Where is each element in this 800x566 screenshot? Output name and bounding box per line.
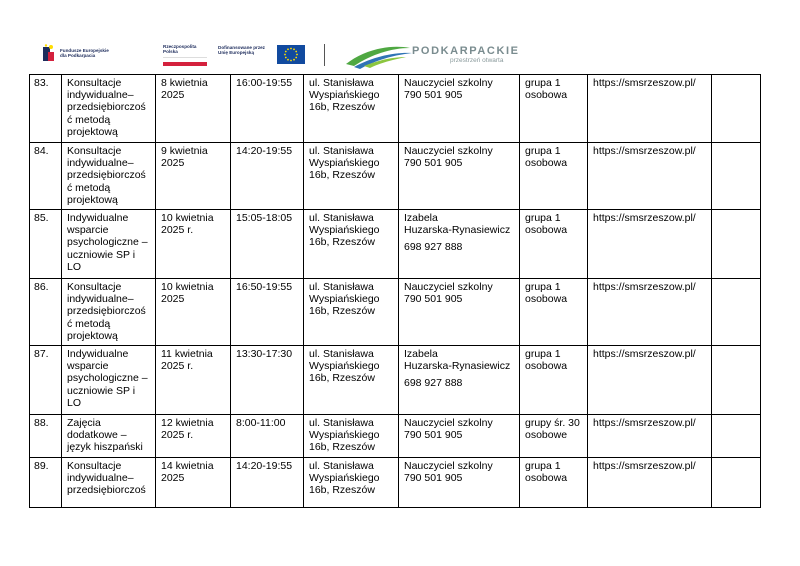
contact-cell: [399, 346, 520, 415]
contact-phone: 698 927 888: [404, 377, 463, 390]
time-cell: 14:20-19:55: [231, 458, 304, 508]
fe-logo-line-1: Fundusze Europejskie: [60, 47, 109, 53]
contact-text: Izabela Huzarska-Rynasiewicz: [404, 212, 511, 237]
fe-logo-line-2: dla Podkarpacia: [60, 53, 96, 58]
contact-text: Nauczyciel szkolny 790 501 905: [404, 77, 493, 102]
contact-text: Nauczyciel szkolny 790 501 905: [404, 145, 493, 170]
fe-star-icon: [42, 43, 56, 63]
row-number: 88.: [30, 415, 62, 458]
activity-cell: Konsultacje indywidualne– przedsiębiorczoś ć metodą projektową: [62, 143, 156, 210]
extra-cell: [712, 415, 761, 458]
extra-cell: [712, 143, 761, 210]
extra-cell: [712, 75, 761, 143]
logo-header: [0, 0, 800, 75]
time-cell: 15:05-18:05: [231, 210, 304, 279]
url-cell: https://smsrzeszow.pl/: [588, 210, 712, 279]
row-number: 84.: [30, 143, 62, 210]
eu-logo-line-1: Dofinansowane przez: [218, 45, 265, 50]
location-cell: ul. Stanisława Wyspiańskiego 16b, Rzeszów: [304, 143, 399, 210]
url-cell: https://smsrzeszow.pl/: [588, 143, 712, 210]
table-row: [30, 75, 761, 143]
row-number: 86.: [30, 279, 62, 346]
date-cell: 14 kwietnia 2025: [156, 458, 231, 508]
location-cell: ul. Stanisława Wyspiańskiego 16b, Rzeszów: [304, 458, 399, 508]
row-number: 85.: [30, 210, 62, 279]
time-cell: 16:50-19:55: [231, 279, 304, 346]
schedule-rows: [30, 75, 761, 508]
extra-cell: [712, 210, 761, 279]
activity-cell: Indywidualne wsparcie psychologiczne – uczniowie SP i LO: [62, 346, 156, 415]
contact-text: Nauczyciel szkolny 790 501 905: [404, 460, 493, 485]
rp-logo-line-2: Polska: [163, 49, 178, 55]
location-cell: ul. Stanisława Wyspiańskiego 16b, Rzeszów: [304, 346, 399, 415]
eu-logo-line-2: Unię Europejską: [218, 50, 254, 56]
podkarpackie-tagline: przestrzeń otwarta: [450, 57, 504, 64]
url-cell: https://smsrzeszow.pl/: [588, 415, 712, 458]
time-cell: 8:00-11:00: [231, 415, 304, 458]
location-cell: ul. Stanisława Wyspiańskiego 16b, Rzeszów: [304, 75, 399, 143]
rp-logo-line-1: Rzeczpospolita: [163, 44, 197, 49]
contact-text: Izabela Huzarska-Rynasiewicz: [404, 348, 511, 373]
date-cell: 8 kwietnia 2025: [156, 75, 231, 143]
group-cell: grupa 1 osobowa: [520, 279, 588, 346]
schedule-table: [29, 74, 761, 508]
group-cell: grupa 1 osobowa: [520, 458, 588, 508]
row-number: 87.: [30, 346, 62, 415]
location-cell: ul. Stanisława Wyspiańskiego 16b, Rzeszów: [304, 210, 399, 279]
table-row: [30, 346, 761, 415]
extra-cell: [712, 458, 761, 508]
group-cell: grupa 1 osobowa: [520, 75, 588, 143]
contact-cell: [399, 458, 520, 508]
activity-cell: Zajęcia dodatkowe – język hiszpański: [62, 415, 156, 458]
table-row: [30, 279, 761, 346]
date-cell: 9 kwietnia 2025: [156, 143, 231, 210]
table-row: [30, 143, 761, 210]
group-cell: grupy śr. 30 osobowe: [520, 415, 588, 458]
url-cell: https://smsrzeszow.pl/: [588, 346, 712, 415]
table-row: [30, 210, 761, 279]
contact-cell: [399, 143, 520, 210]
time-cell: 16:00-19:55: [231, 75, 304, 143]
url-cell: https://smsrzeszow.pl/: [588, 458, 712, 508]
location-cell: ul. Stanisława Wyspiańskiego 16b, Rzeszów: [304, 415, 399, 458]
url-cell: https://smsrzeszow.pl/: [588, 279, 712, 346]
contact-cell: [399, 415, 520, 458]
fundusze-europejskie-logo: [42, 43, 109, 63]
contact-text: Nauczyciel szkolny 790 501 905: [404, 281, 493, 306]
eu-funding-logo: [218, 45, 265, 56]
extra-cell: [712, 279, 761, 346]
date-cell: 11 kwietnia 2025 r.: [156, 346, 231, 415]
date-cell: 10 kwietnia 2025 r.: [156, 210, 231, 279]
table-row: [30, 458, 761, 508]
activity-cell: Konsultacje indywidualne– przedsiębiorczoś ć metodą projektową: [62, 279, 156, 346]
activity-cell: Konsultacje indywidualne– przedsiębiorczoś ć metodą projektową: [62, 75, 156, 143]
time-cell: 14:20-19:55: [231, 143, 304, 210]
contact-phone: 698 927 888: [404, 241, 463, 254]
time-cell: 13:30-17:30: [231, 346, 304, 415]
row-number: 83.: [30, 75, 62, 143]
contact-cell: [399, 75, 520, 143]
rzeczpospolita-logo: [163, 44, 196, 55]
row-number: 89.: [30, 458, 62, 508]
activity-cell: Konsultacje indywidualne– przedsiębiorczoś: [62, 458, 156, 508]
eu-flag-icon: [277, 45, 305, 64]
contact-cell: [399, 210, 520, 279]
table-row: [30, 415, 761, 458]
activity-cell: Indywidualne wsparcie psychologiczne – uczniowie SP i LO: [62, 210, 156, 279]
url-cell: https://smsrzeszow.pl/: [588, 75, 712, 143]
date-cell: 10 kwietnia 2025: [156, 279, 231, 346]
date-cell: 12 kwietnia 2025 r.: [156, 415, 231, 458]
podkarpackie-name: PODKARPACKIE: [412, 45, 520, 57]
logo-separator: [324, 44, 325, 66]
group-cell: grupa 1 osobowa: [520, 210, 588, 279]
extra-cell: [712, 346, 761, 415]
group-cell: grupa 1 osobowa: [520, 346, 588, 415]
contact-cell: [399, 279, 520, 346]
contact-text: Nauczyciel szkolny 790 501 905: [404, 417, 493, 442]
group-cell: grupa 1 osobowa: [520, 143, 588, 210]
location-cell: ul. Stanisława Wyspiańskiego 16b, Rzeszów: [304, 279, 399, 346]
polish-flag-icon: [163, 57, 207, 65]
